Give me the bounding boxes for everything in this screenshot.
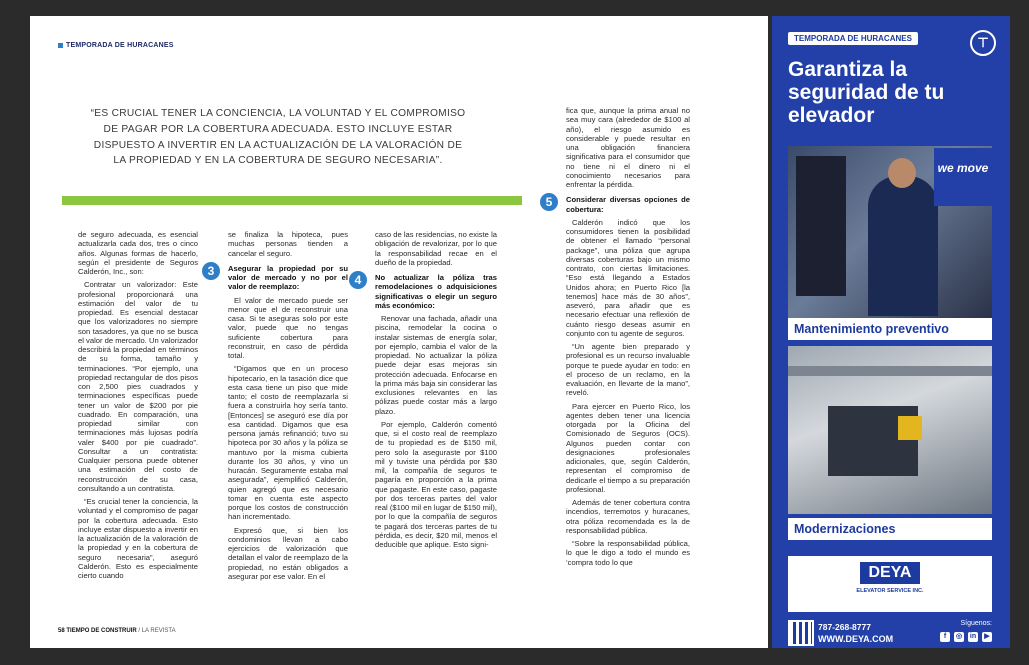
paragraph: Para ejercer en Puerto Rico, los agentes deben tener una licencia otorgada por la Oficina del Comisionado de Seguros (OCS). Algunos pueden contar con designaciones profesionales adicionales, que, según Calderón, representan el compromiso de dedicarle el tiempo a su preparación profesional.: [566, 401, 690, 494]
paragraph: Por ejemplo, Calderón comentó que, si el costo real de reemplazo de tu propiedad es de $150 mil, pero solo la aseguraste por $100 mil y tuviste una pérdida por $30 mil, la compañía de seguros te pagaría en proporción a la prima que pagaste. En este caso, pagaste por dos terceras partes del valor real ($100 mil en lugar de $150 mil), por lo que la compañía de seguros te pagará dos terceras partes de tu pérdida, es decir, $20 mil, menos el deducible que aplique. Esto signi-: [375, 419, 497, 549]
phone-number[interactable]: 787-268-8777: [818, 622, 871, 632]
paragraph: fica que, aunque la prima anual no sea muy cara (alrededor de $100 al año), el riesgo asumido es considerable y puede resultar en una obligación financiera significativa para el consumidor que no tiene ni el dinero ni el conocimiento necesarios para enfrentar la pérdida.: [566, 106, 690, 189]
paragraph: “Sobre la responsabilidad pública, lo que le digo a todo el mundo es ‘compra todo lo que: [566, 539, 690, 567]
machine-room-photo: [788, 346, 992, 514]
paragraph: El valor de mercado puede ser menor que el de reconstruir una casa. Si te aseguras solo por este valor, puede que no tengas suficiente cobertura para reconstruir, en caso de pérdida total.: [228, 295, 348, 360]
step-number: 4: [349, 271, 367, 289]
ad-headline: Garantiza la seguridad de tu elevador: [788, 58, 945, 128]
we-move-badge: we move: [934, 148, 992, 206]
instagram-icon[interactable]: ◎: [955, 633, 963, 640]
magazine-name: TIEMPO DE CONSTRUIR: [66, 628, 137, 634]
column-1: [78, 230, 198, 584]
service-band-modernization: Modernizaciones: [788, 518, 992, 540]
paragraph: “Un agente bien preparado y profesional es un recurso invaluable porque te puede ayudar en todo: en el proceso de un reclamo, en la evaluación, en llevarte de la mano”, reveló.: [566, 342, 690, 398]
pull-quote: “ES CRUCIAL TENER LA CONCIENCIA, LA VOLUNTAD Y EL COMPROMISO DE PAGAR POR LA COBERTURA ADECUADA. ESTO INCLUYE ESTAR DISPUESTO A INVERTIR EN LA ACTUALIZACIÓN DE LA VALORACIÓN DE LA PROPIEDAD Y EN LA COBERTURA DE SEGURO NECESARIA”.: [90, 108, 466, 167]
divider-bar: [62, 196, 522, 205]
brand-logo-box: [788, 556, 992, 612]
brand-emblem-icon: ⊤: [970, 30, 996, 56]
paragraph: se finaliza la hipoteca, pues muchas personas tienden a cancelar el seguro.: [228, 230, 348, 258]
social-icons: [940, 632, 992, 642]
step-number: 3: [202, 262, 220, 280]
linkedin-icon[interactable]: in: [969, 633, 977, 640]
page-number: 58: [58, 628, 65, 634]
step-number: 5: [540, 193, 558, 211]
subhead-3: 3 Asegurar la propiedad por su valor de mercado y no por el valor de reemplazo:: [228, 264, 348, 292]
paragraph: Además de tener cobertura contra incendios, terremotos y huracanes, otra póliza recomendada es la de responsabilidad pública.: [566, 498, 690, 535]
paragraph: Calderón indicó que los consumidores tienen la posibilidad de obtener el llamado “personal package”, una póliza que agrupa diversas coberturas bajo un mismo contrato, con ciertas limitaciones. “Eso está llegando a Estados Unidos ahora; en Puerto Rico [la tenemos] hace más de 30 años”, aseveró, para añadir que es necesario efectuar una reflexión de cuánto riesgo deseas asumir en conjunto con tu agente de seguros.: [566, 217, 690, 338]
paragraph: Renovar una fachada, añadir una piscina, remodelar la cocina o instalar sistemas de energía solar, por ejemplo, cambia el valor de la propiedad. No actualizar la póliza puede dejar esas mejoras sin protección adecuada. Enfocarse en la prima más baja sin considerar las exclusiones relevantes en las pólizas puede costar más a largo plazo.: [375, 314, 497, 416]
service-band-maintenance: Mantenimiento preventivo: [788, 318, 992, 340]
paragraph: Expresó que, si bien los condominios llevan a cabo ejercicios de valorización que detallan el valor de reemplazo de la propiedad, no están obligados a asegurar por ese valor. En el: [228, 525, 348, 581]
brand-subtitle: ELEVATOR SERVICE INC.: [856, 588, 924, 594]
page-footer: 58 TIEMPO DE CONSTRUIR / LA REVISTA: [58, 628, 176, 634]
subhead-5: 5 Considerar diversas opciones de cobertura:: [566, 195, 690, 214]
paragraph: caso de las residencias, no existe la obligación de revalorizar, por lo que la responsabilidad recae en el dueño de la propiedad.: [375, 230, 497, 267]
ad-tag: TEMPORADA DE HURACANES: [788, 32, 918, 45]
qr-code-icon[interactable]: [788, 620, 814, 646]
column-4: [545, 106, 690, 571]
subhead-4: 4 No actualizar la póliza tras remodelaciones o adquisiciones significativas o elegir un seguro más económico:: [375, 273, 497, 310]
paragraph: “Digamos que en un proceso hipotecario, en la tasación dice que esta casa tiene un piso que mide tanto; el costo de reemplazarla si fuera a construirla hoy sería tanto. [Entonces] se aseguró ese día por esa cantidad. Digamos que esa persona jamás refinanció; tuvo su hipoteca por 30 años y la póliza se mantuvo por la misma cubierta durante los 30 años, y vino un huracán. Seguramente estaba mal asegurada”, ejemplificó Calderón, quien agregó que es necesario tomar en cuenta este aspecto porque los costos de construcción han incrementado.: [228, 364, 348, 522]
youtube-icon[interactable]: ▶: [982, 632, 992, 642]
column-2: [207, 230, 348, 585]
magazine-page: [30, 16, 768, 648]
contact-block: [788, 618, 992, 646]
brand-logo: DEYA: [860, 562, 920, 584]
paragraph: de seguro adecuada, es esencial actualizarla cada dos, tres o cinco años. Algunas formas de hacerlo, según el presidente de Seguros Calderón, Inc., son:: [78, 230, 198, 276]
section-tag: TEMPORADA DE HURACANES: [58, 42, 174, 49]
paragraph: Contratar un valorizador: Este profesional proporcionará una estimación del valor de tu propiedad. Es esencial destacar que los valorizadores no siempre son tasadores, ya que no se busca el valor de mercado. Un valorizador describirá la propiedad en términos de su forma, tamaño y terminaciones. “Por ejemplo, una propiedad rectangular de dos pisos con 2,500 pies cuadrados y terminaciones específicas puede tener un valor de $200 por pie cuadrado. En comparación, una propiedad similar con terminaciones más lujosas podría valer $400 por pie cuadrado”. Consultar a un contratista: Cualquier persona puede obtener una estimación del costo de reconstrucción de su casa, consultando a un contratista.: [78, 280, 198, 493]
column-3: [354, 230, 497, 553]
website-link[interactable]: WWW.DEYA.COM: [818, 634, 894, 644]
facebook-icon[interactable]: f: [940, 632, 950, 642]
paragraph: “Es crucial tener la conciencia, la voluntad y el compromiso de pagar por la cobertura adecuada. Esto incluye estar dispuesto a invertir en la actualización de la valoración de la propiedad y en la cobertura de seguro necesaria”, aseguró Calderón. Esto es especialmente cierto cuando: [78, 497, 198, 580]
follow-label: Síguenos:: [960, 620, 992, 627]
advertisement[interactable]: [772, 16, 1010, 648]
